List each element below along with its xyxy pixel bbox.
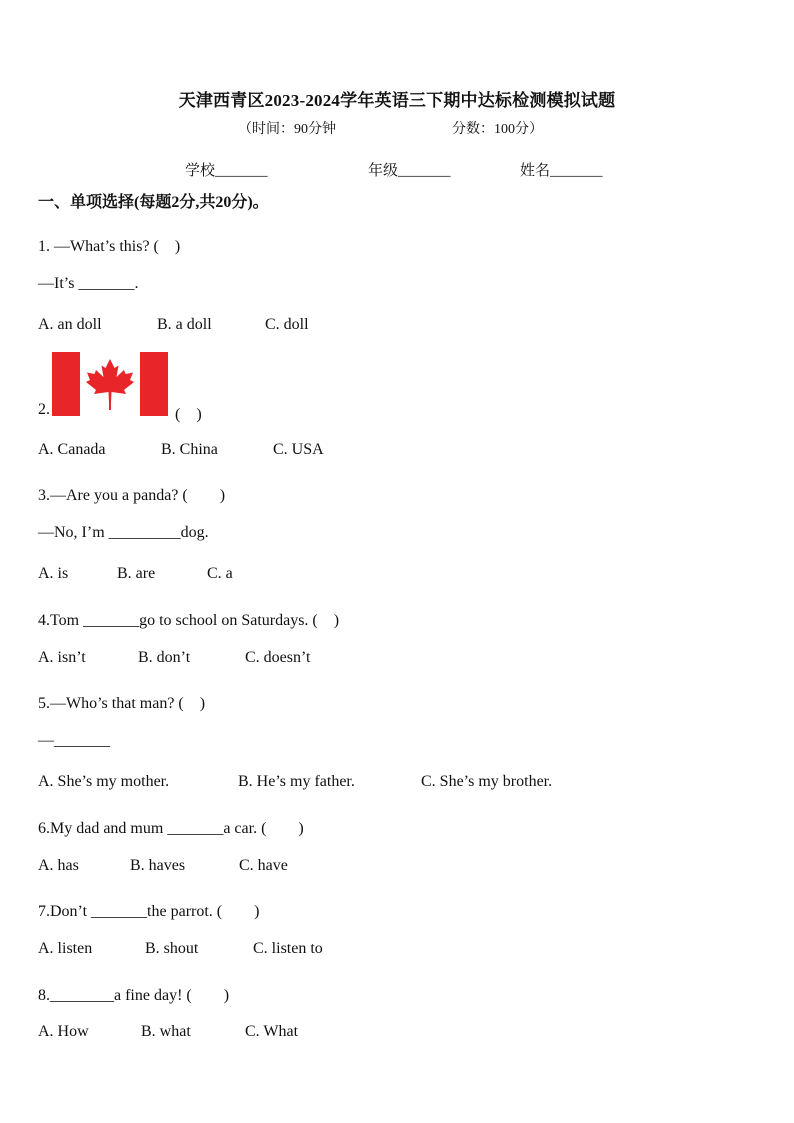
q2-number: 2. [38,401,50,418]
q3-option-c: C. a [207,565,233,582]
q3-option-a: A. is [38,565,69,582]
q6-option-a: A. has [38,857,79,874]
section-heading: 一、单项选择(每题2分,共20分)。 [38,194,269,211]
q1-option-a: A. an doll [38,316,102,333]
q8-option-a: A. How [38,1023,89,1040]
q8-option-c: C. What [245,1023,299,1040]
q2-option-a: A. Canada [38,441,106,458]
exam-title: 天津西青区2023-2024学年英语三下期中达标检测模拟试题 [178,91,616,110]
q1-answer-line: —It’s _______. [38,275,139,292]
q1-option-b: B. a doll [157,316,212,333]
flag-right-band [140,352,168,416]
school-field: 学校_______ [185,163,268,179]
q2-bracket: ( ) [175,406,202,423]
flag-left-band [52,352,80,416]
canada-flag-image [52,352,168,416]
q4-prompt: 4.Tom _______go to school on Saturdays. ( ) [38,612,340,629]
q2-option-c: C. USA [273,441,324,458]
q8-prompt: 8.________a fine day! ( ) [38,987,230,1004]
q3-option-b: B. are [117,565,156,582]
q6-option-c: C. have [239,857,288,874]
q1-option-c: C. doll [265,316,309,333]
exam-score: 分数：100分） [452,122,543,137]
q5-option-c: C. She’s my brother. [421,773,553,790]
q4-option-b: B. don’t [138,649,191,666]
q4-option-c: C. doesn’t [245,649,311,666]
q7-option-c: C. listen to [253,940,323,957]
exam-time: （时间：90分钟 [238,122,336,137]
q7-option-a: A. listen [38,940,93,957]
q3-prompt: 3.—Are you a panda? ( ) [38,487,226,504]
q4-option-a: A. isn’t [38,649,86,666]
q1-prompt: 1. —What’s this? ( ) [38,238,181,255]
q6-prompt: 6.My dad and mum _______a car. ( ) [38,820,304,837]
q2-option-b: B. China [161,441,218,458]
q3-answer-line: —No, I’m _________dog. [38,524,209,541]
name-field: 姓名_______ [520,163,603,179]
q6-option-b: B. haves [130,857,186,874]
q8-option-b: B. what [141,1023,191,1040]
q5-answer-line: —_______ [38,732,110,749]
q5-option-b: B. He’s my father. [238,773,355,790]
grade-field: 年级_______ [368,163,451,179]
q5-prompt: 5.—Who’s that man? ( ) [38,695,206,712]
q5-option-a: A. She’s my mother. [38,773,170,790]
q7-option-b: B. shout [145,940,199,957]
q7-prompt: 7.Don’t _______the parrot. ( ) [38,903,260,920]
